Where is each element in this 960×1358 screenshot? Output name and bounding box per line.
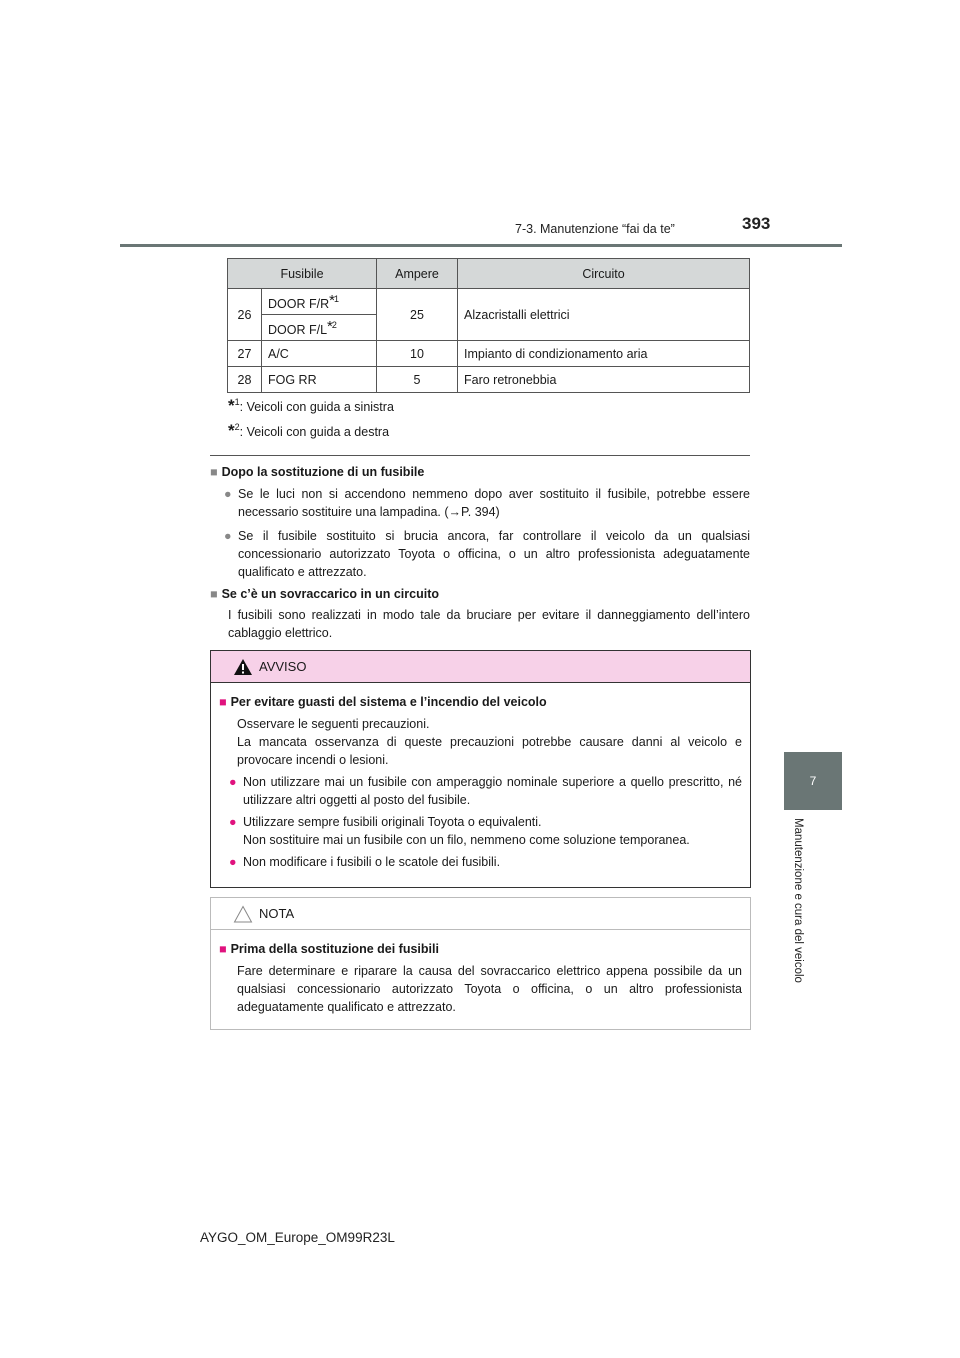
note-heading — [219, 940, 742, 958]
fuse-table — [227, 258, 750, 393]
chapter-label: Manutenzione e cura del veicolo — [792, 818, 804, 983]
footnote-ref: 1 — [333, 294, 339, 304]
fuse-name-text: DOOR F/L — [268, 323, 328, 337]
footnote-text: : Veicoli con guida a sinistra — [239, 400, 394, 414]
circle-bullet-icon: ● — [229, 855, 237, 869]
warning-body — [211, 683, 750, 871]
footnote-text: : Veicoli con guida a destra — [239, 425, 390, 439]
footnote-star: * — [327, 318, 333, 335]
note-heading-text: Prima della sostituzione dei fusibili — [230, 942, 439, 956]
section-heading-text: Dopo la sostituzione di un fusibile — [221, 465, 425, 479]
caution-outline-icon — [233, 905, 253, 923]
warning-heading — [219, 693, 742, 711]
fuse-name-text: DOOR F/R — [268, 297, 330, 311]
square-bullet-icon: ■ — [210, 465, 218, 479]
section-body: I fusibili sono realizzati in modo tale da bruciare per evitare il danneggiamento dell’intero cablaggio elettrico. — [228, 608, 750, 640]
square-bullet-icon: ■ — [219, 942, 227, 956]
warning-header — [211, 651, 750, 683]
list-item — [210, 485, 750, 521]
footnote-ref: 2 — [331, 320, 337, 330]
fuse-number: 26 — [228, 289, 262, 341]
circle-bullet-icon: ● — [224, 529, 232, 543]
list-item — [219, 773, 742, 809]
section-after-replacement — [210, 463, 750, 581]
section-title: 7-3. Manutenzione “fai da te” — [515, 222, 675, 236]
chapter-tab[interactable] — [784, 752, 842, 810]
note-box — [210, 897, 751, 1030]
fuse-number: 27 — [228, 341, 262, 367]
column-header-fuse: Fusibile — [228, 259, 377, 289]
note-header — [211, 898, 750, 930]
circle-bullet-icon: ● — [229, 815, 237, 829]
section-heading — [210, 463, 750, 481]
section-heading — [210, 585, 750, 603]
warning-intro: Osservare le seguenti precauzioni. — [237, 717, 430, 731]
footnote-number: 2 — [234, 422, 240, 432]
square-bullet-icon: ■ — [219, 695, 227, 709]
note-text: Fare determinare e riparare la causa del sovraccarico elettrico appena possibile da un qualsiasi concessionario autorizzato Toyota o officina, o un altro professionista adeguatamente qualificato e attrezzato. — [237, 964, 742, 1014]
document-code: AYGO_OM_Europe_OM99R23L — [200, 1230, 395, 1245]
footnote-mark: * — [228, 421, 235, 440]
page-number: 393 — [742, 214, 771, 233]
column-header-ampere: Ampere — [377, 259, 458, 289]
circle-bullet-icon: ● — [229, 775, 237, 789]
footnote-number: 1 — [234, 397, 240, 407]
fuse-name: FOG RR — [262, 367, 377, 393]
fuse-ampere: 5 — [377, 367, 458, 393]
list-item-line: Utilizzare sempre fusibili originali Toyota o equivalenti. — [243, 815, 542, 829]
fuse-name — [262, 289, 377, 315]
fuse-ampere: 25 — [377, 289, 458, 341]
list-item — [219, 853, 742, 871]
fuse-name — [262, 315, 377, 341]
list-item — [210, 527, 750, 581]
fuse-circuit: Alzacristalli elettrici — [458, 289, 750, 341]
list-item — [219, 813, 742, 849]
list-item-text: Non modificare i fusibili o le scatole dei fusibili. — [243, 855, 501, 869]
list-item-text: Non utilizzare mai un fusibile con amperaggio nominale superiore a quello prescritto, né utilizzare altri oggetti al posto del fusibile. — [243, 775, 742, 807]
warning-icon — [233, 658, 253, 676]
note-body — [211, 930, 750, 1016]
warning-intro: La mancata osservanza di queste precauzioni potrebbe causare danni al veicolo e provocare incendi o lesioni. — [237, 735, 742, 767]
list-item-line: Non sostituire mai un fusibile con un filo, nemmeno come soluzione temporanea. — [243, 833, 690, 847]
fuse-circuit: Faro retronebbia — [458, 367, 750, 393]
header-rule — [120, 244, 842, 247]
list-item-text: Se il fusibile sostituito si brucia ancora, far controllare il veicolo da un qualsiasi concessionario autorizzato Toyota o officina, o un altro professionista adeguatamente qualificato e attrezzato. — [238, 529, 750, 579]
square-bullet-icon: ■ — [210, 587, 218, 601]
fuse-ampere: 10 — [377, 341, 458, 367]
footnote-1 — [228, 396, 394, 416]
section-divider — [210, 455, 750, 456]
fuse-circuit: Impianto di condizionamento aria — [458, 341, 750, 367]
list-item-text: Se le luci non si accendono nemmeno dopo aver sostituito il fusibile, potrebbe essere necessario sostituire una lampadina. (→P. 394) — [238, 487, 750, 519]
section-overload — [210, 585, 750, 642]
section-heading-text: Se c’è un sovraccarico in un circuito — [221, 587, 440, 601]
footnote-mark: * — [228, 396, 235, 415]
warning-title: AVVISO — [259, 659, 307, 674]
footnote-2 — [228, 421, 389, 441]
note-title: NOTA — [259, 906, 295, 921]
circle-bullet-icon: ● — [224, 487, 232, 501]
footnote-star: * — [329, 292, 335, 309]
chapter-number: 7 — [809, 774, 817, 788]
table-row — [228, 289, 750, 315]
table-row — [228, 367, 750, 393]
fuse-number: 28 — [228, 367, 262, 393]
table-row — [228, 341, 750, 367]
warning-heading-text: Per evitare guasti del sistema e l’incendio del veicolo — [230, 695, 547, 709]
column-header-circuit: Circuito — [458, 259, 750, 289]
table-header-row — [228, 259, 750, 289]
warning-box — [210, 650, 751, 888]
fuse-name: A/C — [262, 341, 377, 367]
list-item-text — [243, 813, 690, 849]
